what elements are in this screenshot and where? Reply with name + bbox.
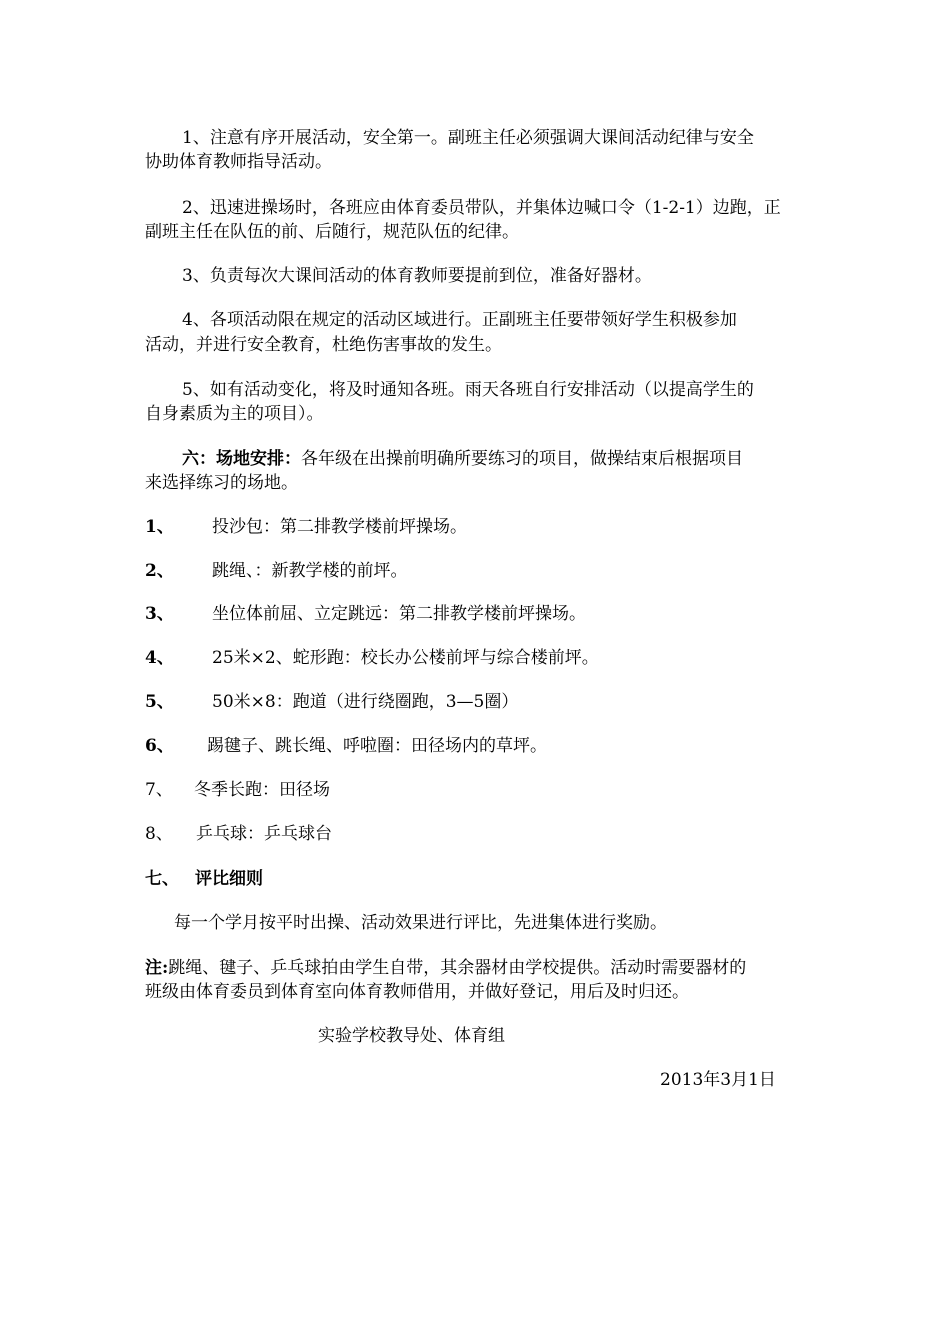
- item-1-line-1: 1、注意有序开展活动，安全第一。副班主任必须强调大课间活动纪律与安全: [182, 128, 754, 148]
- item-5-line-1: 5、如有活动变化，将及时通知各班。雨天各班自行安排活动（以提高学生的: [182, 380, 754, 400]
- venue-number: 3、: [145, 604, 174, 624]
- venue-text: 50米×8：跑道（进行绕圈跑，3—5圈）: [212, 692, 519, 712]
- note-line-1: [145, 956, 746, 980]
- venue-text: 25米×2、蛇形跑：校长办公楼前坪与综合楼前坪。: [212, 648, 599, 668]
- venue-number: 8、: [145, 824, 173, 844]
- venue-number: 6、: [145, 736, 174, 756]
- venue-number: 7、: [145, 780, 173, 800]
- item-5-line-2: 自身素质为主的项目）。: [145, 404, 324, 424]
- section-7-body: 每一个学月按平时出操、活动效果进行评比，先进集体进行奖励。: [174, 913, 667, 933]
- section-6-intro: 各年级在出操前明确所要练习的项目，做操结束后根据项目: [301, 449, 743, 469]
- section-6-intro-line-1: [182, 447, 743, 471]
- section-6-intro-line-2: 来选择练习的场地。: [145, 473, 298, 493]
- venue-text: 冬季长跑：田径场: [194, 780, 330, 800]
- venue-text: 乒乓球：乒乓球台: [196, 824, 332, 844]
- venue-text: 投沙包：第二排教学楼前坪操场。: [212, 517, 467, 537]
- signature: 实验学校教导处、体育组: [318, 1026, 505, 1046]
- section-7-number: 七、: [145, 869, 179, 889]
- item-4-line-1: 4、各项活动限在规定的活动区域进行。正副班主任要带领好学生积极参加: [182, 310, 737, 330]
- note-text: 跳绳、毽子、乒乓球拍由学生自带，其余器材由学校提供。活动时需要器材的: [168, 958, 747, 978]
- venue-text: 踢毽子、跳长绳、呼啦圈：田径场内的草坪。: [207, 736, 547, 756]
- venue-number: 4、: [145, 648, 174, 668]
- note-line-2: 班级由体育委员到体育室向体育教师借用，并做好登记，用后及时归还。: [145, 982, 689, 1002]
- venue-text: 跳绳、：新教学楼的前坪。: [212, 561, 408, 581]
- section-7-title: 评比细则: [195, 869, 263, 889]
- venue-text: 坐位体前屈、立定跳远：第二排教学楼前坪操场。: [212, 604, 586, 624]
- note-label: 注:: [145, 958, 169, 978]
- venue-number: 1、: [145, 517, 174, 537]
- section-6-heading: 六：场地安排：: [182, 449, 301, 469]
- item-2-line-1: 2、迅速进操场时，各班应由体育委员带队，并集体边喊口令（1-2-1）边跑，正: [182, 198, 781, 218]
- item-2-line-2: 副班主任在队伍的前、后随行，规范队伍的纪律。: [145, 222, 519, 242]
- venue-number: 2、: [145, 561, 174, 581]
- item-1-line-2: 协助体育教师指导活动。: [145, 152, 332, 172]
- venue-number: 5、: [145, 692, 174, 712]
- item-3-line-1: 3、负责每次大课间活动的体育教师要提前到位，准备好器材。: [182, 266, 652, 286]
- date: 2013年3月1日: [660, 1070, 776, 1090]
- item-4-line-2: 活动，并进行安全教育，杜绝伤害事故的发生。: [145, 335, 502, 355]
